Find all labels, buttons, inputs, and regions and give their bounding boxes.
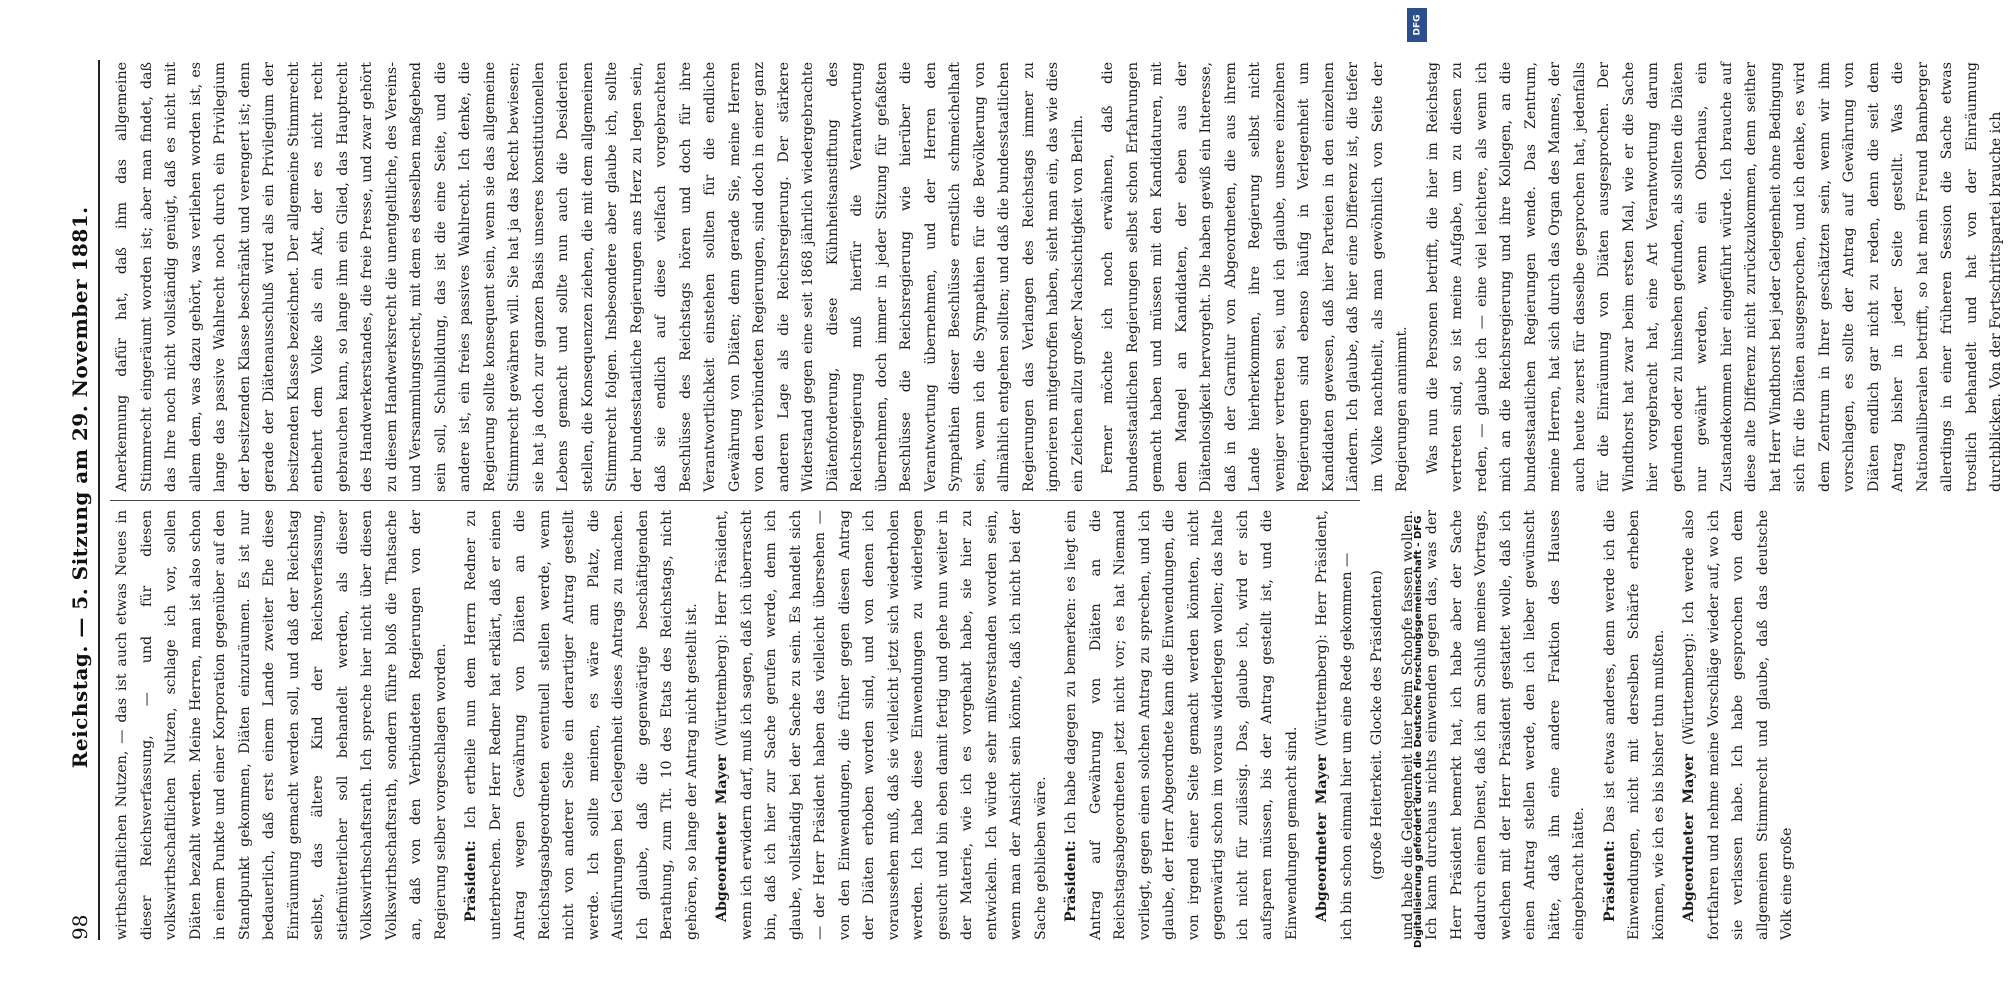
paragraph bbox=[710, 510, 1053, 940]
paragraph bbox=[1310, 510, 1359, 940]
speaker-label: Präsident: bbox=[1063, 840, 1079, 922]
speaker-label: Abgeordneter Mayer bbox=[1681, 753, 1697, 922]
paragraph: wirthschaftlichen Nutzen, — das ist auch etwas Neues in dieser Reichsverfassung, — und für diesen volkswirthschaftlichen Nutzen, schlage ich vor, sollen Diäten bezahlt werden. Meine Herren, man ist also schon in einem Punkte und einer Korporation gegenüber auf den Standpunkt gekommen, Diäten einzuräumen. Es ist nur bedauerlich, daß erst einem Lande zweiter Ehe diese Einräumung gemacht werden soll, und daß der Reichstag selbst, das ältere Kind der Reichsverfassung, stiefmütterlicher soll behandelt werden, als dieser Volkswirthschaftsrath. Ich spreche hier nicht über diesen Volkswirthschaftsrath, sondern führe bloß die Thatsache an, daß von den Verbündeten Regierungen von der Regierung selber vorgeschlagen worden. bbox=[114, 510, 449, 940]
paragraph: und habe die Gelegenheit hier beim Schopfe fassen wollen. Ich kann durchaus nichts einwenden gegen das, was der Herr Präsident bemerkt hat, ich habe aber der Sache dadurch einen Dienst, daß ich am Schluß meines Vortrags, welchen mit der Herr Präsident gestattet wolle, daß ich einen Antrag stellen werde, den ich lieber gewünscht hätte, daß ihn eine andere Fraktion des Hauses eingebracht hätte. bbox=[1399, 510, 1587, 940]
dfg-credit bbox=[1413, 48, 1423, 948]
right-column bbox=[110, 62, 2004, 492]
page-title: Reichstag. — 5. Sitzung am 29. November 1881. bbox=[68, 206, 92, 769]
paragraph-text: (Württemberg): Herr Präsident, wenn ich erwidern darf, muß ich sagen, daß ich überrascht bin, daß ich hier zur Sache gerufen werde, denn ich glaube, vollständig bei der Sache zu sein. Es handelt sich — der Herr Präsident haben das vielleicht übersehen — von den Einwendungen, die früher gegen diesen Antrag der Diäten erhoben worden sind, und von denen ich voraussehen muß, daß sie vielleicht jetzt sich wiederholen werden. Ich habe diese Einwendungen zu widerlegen gesucht und bin eben damit fertig und gehe nun weiter in der Materie, wie ich es vorgehabt habe, sie hier zu entwickeln. Ich würde sehr mißverstanden worden sein, wenn man der Ansicht sein könnte, daß ich nicht bei der Sache geblieben wäre. bbox=[714, 509, 1049, 940]
paragraph: Was nun die Personen betrifft, die hier im Reichstag vertreten sind, so ist meine Aufgabe, um zu diesen zu reden, — glaube ich — eine viel leichtere, als wenn ich mich an die Reichsregierung und ihre Kollegen, an die bundesstaatlichen Regierungen wende. Das Zentrum, meine Herren, hat sich durch das Organ des Mannes, der auch heute zuerst für dasselbe gesprochen hat, jedenfalls für die Einräumung von Diäten ausgesprochen. Der Windthorst hat zwar beim ersten Mal, wie er die Sache hier vorgebracht hat, eine Art Verantwortung darum gefunden oder zu hinsehen gefunden, als sollten die Diäten nur gewährt werden, wenn ein Oberhaus, ein Zustandekommen hier eingeführt würde. Ich brauche auf diese alte Differenz nicht zurückzukommen, denn seither hat Herr Windthorst bei jeder Gelegenheit ohne Bedingung sich für die Diäten ausgesprochen, und ich denke, es wird dem Zentrum in Ihrer geschätzten sein, wenn wir ihm vorschlagen, es sollte der Antrag auf Gewährung von Diäten endlich gar nicht zu reden, denn die seit dem Antrag bisher in jeder Seite gestellt. Was die Nationalliberalen betrifft, so hat mein Freund Bamberger allerdings in einer früheren Session die Sache etwas trostlich behandelt und hat von der Einräumung durchblicken. Von der Fortschrittspartei brauche ich bbox=[1424, 62, 2004, 492]
paragraph-text: (Württemberg): Herr Präsident, ich bin schon einmal hier um eine Rede gekommen — bbox=[1314, 509, 1355, 940]
dfg-logo-text: DFG bbox=[1412, 14, 1423, 36]
paragraph: Ferner möchte ich noch erwähnen, daß die bundesstaatlichen Regierungen selbst schon Erfahrungen gemacht haben und müssen mit den Kandidaturen, mit dem Mangel an Kandidaten, der eben aus der Diätenlosigkeit hervorgeht. Die haben gewiß ein Interesse, daß in der Garnitur von Abgeordneten, die aus ihrem Lande hierherkommen, ihre Regierung selbst nicht weniger vertreten sei, und ich glaube, unsere einzelnen Regierungen sind ebenso häufig in Verlegenheit um Kandidaten gewesen, daß hier Parteien in den einzelnen Ländern. Ich glaube, daß hier eine Differenz ist, die tiefer im Volke nachtheilt, als man gewöhnlich von Seite der Regierungen annimmt. bbox=[1100, 62, 1410, 492]
paragraph-text: Ich ertheile nun dem Herrn Redner zu unterbrechen. Der Herr Redner hat erklärt, daß er einen Antrag wegen Gewährung von Diäten an die Reichstagsabgeordneten eventuell stellen werde, wenn nicht von anderer Seite ein derartiger Antrag gestellt werde. Ich sollte meinen, es wäre am Platz, die Ausführungen bei Gelegenheit dieses Antrags zu machen. Ich glaube, daß die gegenwärtige beschäftigenden Berathung, zum Tit. 10 des Etats des Reichstags, nicht gehören, so lange der Antrag nicht gestellt ist. bbox=[463, 510, 700, 940]
paragraph-text: (Württemberg): Ich werde also fortfahren und nehme meine Vorschläge wieder auf, wo ich sie verlassen habe. Ich habe gesprochen von dem allgemeinen Stimmrecht und glaube, daß das deutsche Volk eine große bbox=[1681, 510, 1795, 940]
speaker-label: Präsident: bbox=[1601, 840, 1618, 922]
column-divider bbox=[110, 500, 1360, 501]
paragraph-text: Das ist etwas anderes, denn werde ich die Einwendungen, nicht mit derselben Schärfe erheben können, wie ich es bis bisher thun mußten. bbox=[1601, 509, 1667, 940]
speaker-label: Abgeordneter Mayer bbox=[714, 754, 730, 922]
page-header bbox=[62, 60, 98, 940]
paragraph bbox=[459, 510, 704, 940]
paragraph: Anerkennung dafür hat, daß ihm das allgemeine Stimmrecht eingeräumt worden ist; aber man findet, daß das Ihre noch nicht vollständig genügt, daß es nicht mit allem dem, was dazu gehört, was verliehen worden ist, es lange das passive Wahlrecht noch durch ein Privilegium der besitzenden Klasse beschränkt und verengert ist; denn gerade der Diätenausschluß wird als ein Privilegium der besitzenden Klasse bezeichnet. Der allgemeine Stimmrecht entbehrt dem Volke als ein Akt, der es nicht recht gebrauchen kann, so lange ihm ein Glied, das Hauptrecht des Handwerkerstandes, die freie Presse, und zwar gehört zu diesem Handwerksrecht die unentgeltliche, des Vereins- und Versammlungsrecht, mit dem es desselben maßgebend sein soll, Schulbildung, das ist die eine Seite, und die andere ist, ein freies passives Wahlrecht. Ich denke, die Regierung sollte konsequent sein, wenn sie das allgemeine Stimmrecht gewähren will. Sie hat ja das Recht bewiesen; sie hat ja doch zur ganzen Basis unseres konstitutionellen Lebens gemacht und sollte nun auch die Desiderien stellen, die Konsequenzen ziehen, die mit dem allgemeinen Stimmrecht folgen. Insbesondere aber glaube ich, sollte der bundesstaatliche Regierungen ans Herz zu legen sein, daß sie endlich auf diese vielfach vorgebrachten Beschlüsse des Reichstags hören und doch für ihre Verantwortlichkeit einstehen sollten für die endliche Gewährung von Diäten; denn gerade Sie, meine Herren von den verbündeten Regierungen, sind doch in einer ganz anderen Lage als die Reichsregierung. Der stärkere Widerstand gegen eine seit 1868 jährlich wiedergebrachte Diätenforderung, diese Kühnheitsanstiftung des Reichsregierung muß hierfür die Verantwortung übernehmen, doch immer in jeder Sitzung für gefaßten Beschlüsse die Reichsregierung wie hierüber die Verantwortung übernehmen, und der Herren den Sympathien dieser Beschlüsse ernstlich schmeichelhaft sein, wenn ich die Sympathien für die Bevölkerung von allmählich entgehen sollten; und daß die bundesstaatlichen Regierungen das Verlangen des Reichstags immer zu ignorieren mitgetroffen haben, sieht man ein, das wie dies ein Zeichen allzu großer Nachsichtigkeit von Berlin. bbox=[114, 62, 1086, 492]
header-rule bbox=[98, 60, 100, 940]
paragraph-text: Ich habe dagegen zu bemerken: es liegt ein Antrag auf Gewährung von Diäten an die Reichstagsabgeordneten jetzt nicht vor; es hat Niemand vorliegt, gegen einen solchen Antrag zu sprechen, und ich glaube, der Herr Abgeordnete kann die Einwendungen, die von irgend einer Seite gemacht werden könnten, nicht gegenwärtig schon im voraus widerlegen wollen; das halte ich nicht für zulässig. Das, glaube ich, wird er sich aufsparen müssen, bis der Antrag gestellt ist, und die Einwendungen gemacht sind. bbox=[1063, 510, 1300, 940]
speaker-label: Abgeordneter Mayer bbox=[1314, 754, 1330, 922]
page-number: 98 bbox=[68, 914, 92, 940]
speaker-label: Präsident: bbox=[463, 840, 479, 922]
dfg-credit-text: Digitalisierung gefördert durch die Deutsche Forschungsgemeinschaft - DFG bbox=[1413, 515, 1424, 948]
paragraph bbox=[1598, 510, 1672, 940]
paragraph bbox=[1059, 510, 1304, 940]
paragraph bbox=[1677, 510, 1800, 940]
dfg-logo bbox=[1407, 8, 1427, 42]
stage-direction: (große Heiterkeit. Glocke des Präsidenten) bbox=[1369, 570, 1385, 880]
